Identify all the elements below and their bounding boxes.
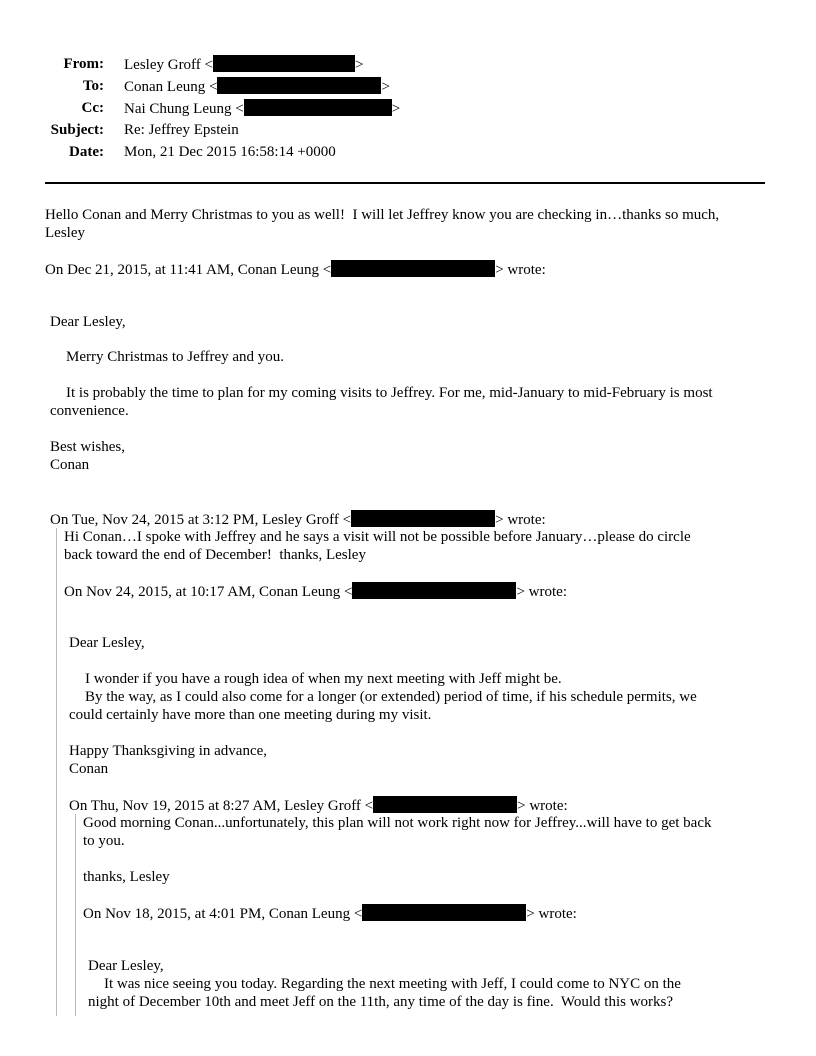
date-value: Mon, 21 Dec 2015 16:58:14 +0000 bbox=[124, 144, 336, 160]
attribution-wrote: > wrote: bbox=[526, 906, 577, 922]
attribution-text: On Tue, Nov 24, 2015 at 3:12 PM, Lesley Groff < bbox=[50, 512, 352, 528]
quoted-greeting: Dear Lesley, bbox=[69, 635, 145, 651]
redaction-box bbox=[213, 55, 355, 72]
attribution-wrote: > wrote: bbox=[495, 512, 546, 528]
attribution-text: On Thu, Nov 19, 2015 at 8:27 AM, Lesley Groff < bbox=[69, 798, 374, 814]
quote-bar bbox=[56, 528, 57, 1016]
quoted-signoff: Best wishes, bbox=[50, 439, 125, 455]
quote-bar bbox=[75, 814, 76, 1016]
quoted-signoff: Conan bbox=[69, 761, 109, 777]
redaction-box bbox=[352, 582, 516, 599]
quoted-line: Hi Conan…I spoke with Jeffrey and he says a visit will not be possible before January…please do circle bbox=[64, 529, 691, 545]
redaction-box bbox=[217, 77, 381, 94]
redaction-box bbox=[362, 904, 526, 921]
quoted-line: Merry Christmas to Jeffrey and you. bbox=[66, 349, 285, 365]
quoted-signoff: thanks, Lesley bbox=[83, 869, 170, 885]
quoted-signoff: Conan bbox=[50, 457, 90, 473]
close-bracket: > bbox=[355, 57, 364, 73]
close-bracket: > bbox=[381, 79, 390, 95]
attribution-text: On Nov 18, 2015, at 4:01 PM, Conan Leung < bbox=[83, 906, 363, 922]
quoted-line: convenience. bbox=[50, 403, 129, 419]
attribution-line bbox=[45, 260, 546, 279]
redaction-box bbox=[373, 796, 517, 813]
quoted-greeting: Dear Lesley, bbox=[50, 314, 126, 330]
attribution-wrote: > wrote: bbox=[516, 584, 567, 600]
attribution-line bbox=[64, 582, 567, 601]
quoted-line: I wonder if you have a rough idea of when my next meeting with Jeff might be. bbox=[85, 671, 562, 687]
from-value bbox=[124, 55, 363, 74]
attribution-wrote: > wrote: bbox=[495, 262, 546, 278]
quoted-signoff: Happy Thanksgiving in advance, bbox=[69, 743, 268, 759]
quoted-line: Good morning Conan...unfortunately, this plan will not work right now for Jeffrey...will have to get back bbox=[83, 815, 712, 831]
from-name: Lesley Groff < bbox=[124, 57, 213, 73]
quoted-line: It is probably the time to plan for my coming visits to Jeffrey. For me, mid-January to mid-February is most bbox=[66, 385, 713, 401]
quoted-line: night of December 10th and meet Jeff on the 11th, any time of the day is fine. Would this works? bbox=[88, 994, 674, 1010]
to-value bbox=[124, 77, 390, 96]
quoted-line: back toward the end of December! thanks, Lesley bbox=[64, 547, 366, 563]
quoted-line: By the way, as I could also come for a longer (or extended) period of time, if his schedule permits, we bbox=[85, 689, 697, 705]
header-divider bbox=[45, 182, 765, 184]
close-bracket: > bbox=[391, 101, 401, 117]
attribution-line bbox=[83, 904, 577, 923]
cc-value bbox=[124, 99, 400, 118]
redaction-box bbox=[351, 510, 495, 527]
subject-label: Subject: bbox=[50, 122, 104, 138]
from-label: From: bbox=[63, 56, 104, 72]
redaction-box bbox=[244, 99, 392, 116]
quoted-line: It was nice seeing you today. Regarding the next meeting with Jeff, I could come to NYC on the bbox=[104, 976, 681, 992]
reply-line: Lesley bbox=[45, 225, 85, 241]
attribution-line bbox=[69, 796, 568, 815]
cc-name: Nai Chung Leung < bbox=[124, 101, 244, 117]
header-to-row bbox=[0, 77, 800, 99]
date-label: Date: bbox=[69, 144, 104, 160]
header-from-row bbox=[0, 55, 800, 77]
attribution-text: On Dec 21, 2015, at 11:41 AM, Conan Leung < bbox=[45, 262, 332, 278]
header-subject-row bbox=[0, 121, 800, 143]
quoted-line: could certainly have more than one meeting during my visit. bbox=[69, 707, 432, 723]
reply-line: Hello Conan and Merry Christmas to you as well! I will let Jeffrey know you are checking in…thanks so much, bbox=[45, 207, 720, 223]
to-label: To: bbox=[82, 78, 104, 94]
attribution-line bbox=[50, 510, 546, 529]
cc-label: Cc: bbox=[81, 100, 104, 116]
quoted-greeting: Dear Lesley, bbox=[88, 958, 164, 974]
header-date-row bbox=[0, 143, 800, 165]
attribution-text: On Nov 24, 2015, at 10:17 AM, Conan Leung < bbox=[64, 584, 353, 600]
redaction-box bbox=[331, 260, 495, 277]
header-cc-row bbox=[0, 99, 800, 121]
subject-value: Re: Jeffrey Epstein bbox=[124, 122, 239, 138]
attribution-wrote: > wrote: bbox=[517, 798, 568, 814]
quoted-line: to you. bbox=[83, 833, 125, 849]
to-name: Conan Leung < bbox=[124, 79, 218, 95]
